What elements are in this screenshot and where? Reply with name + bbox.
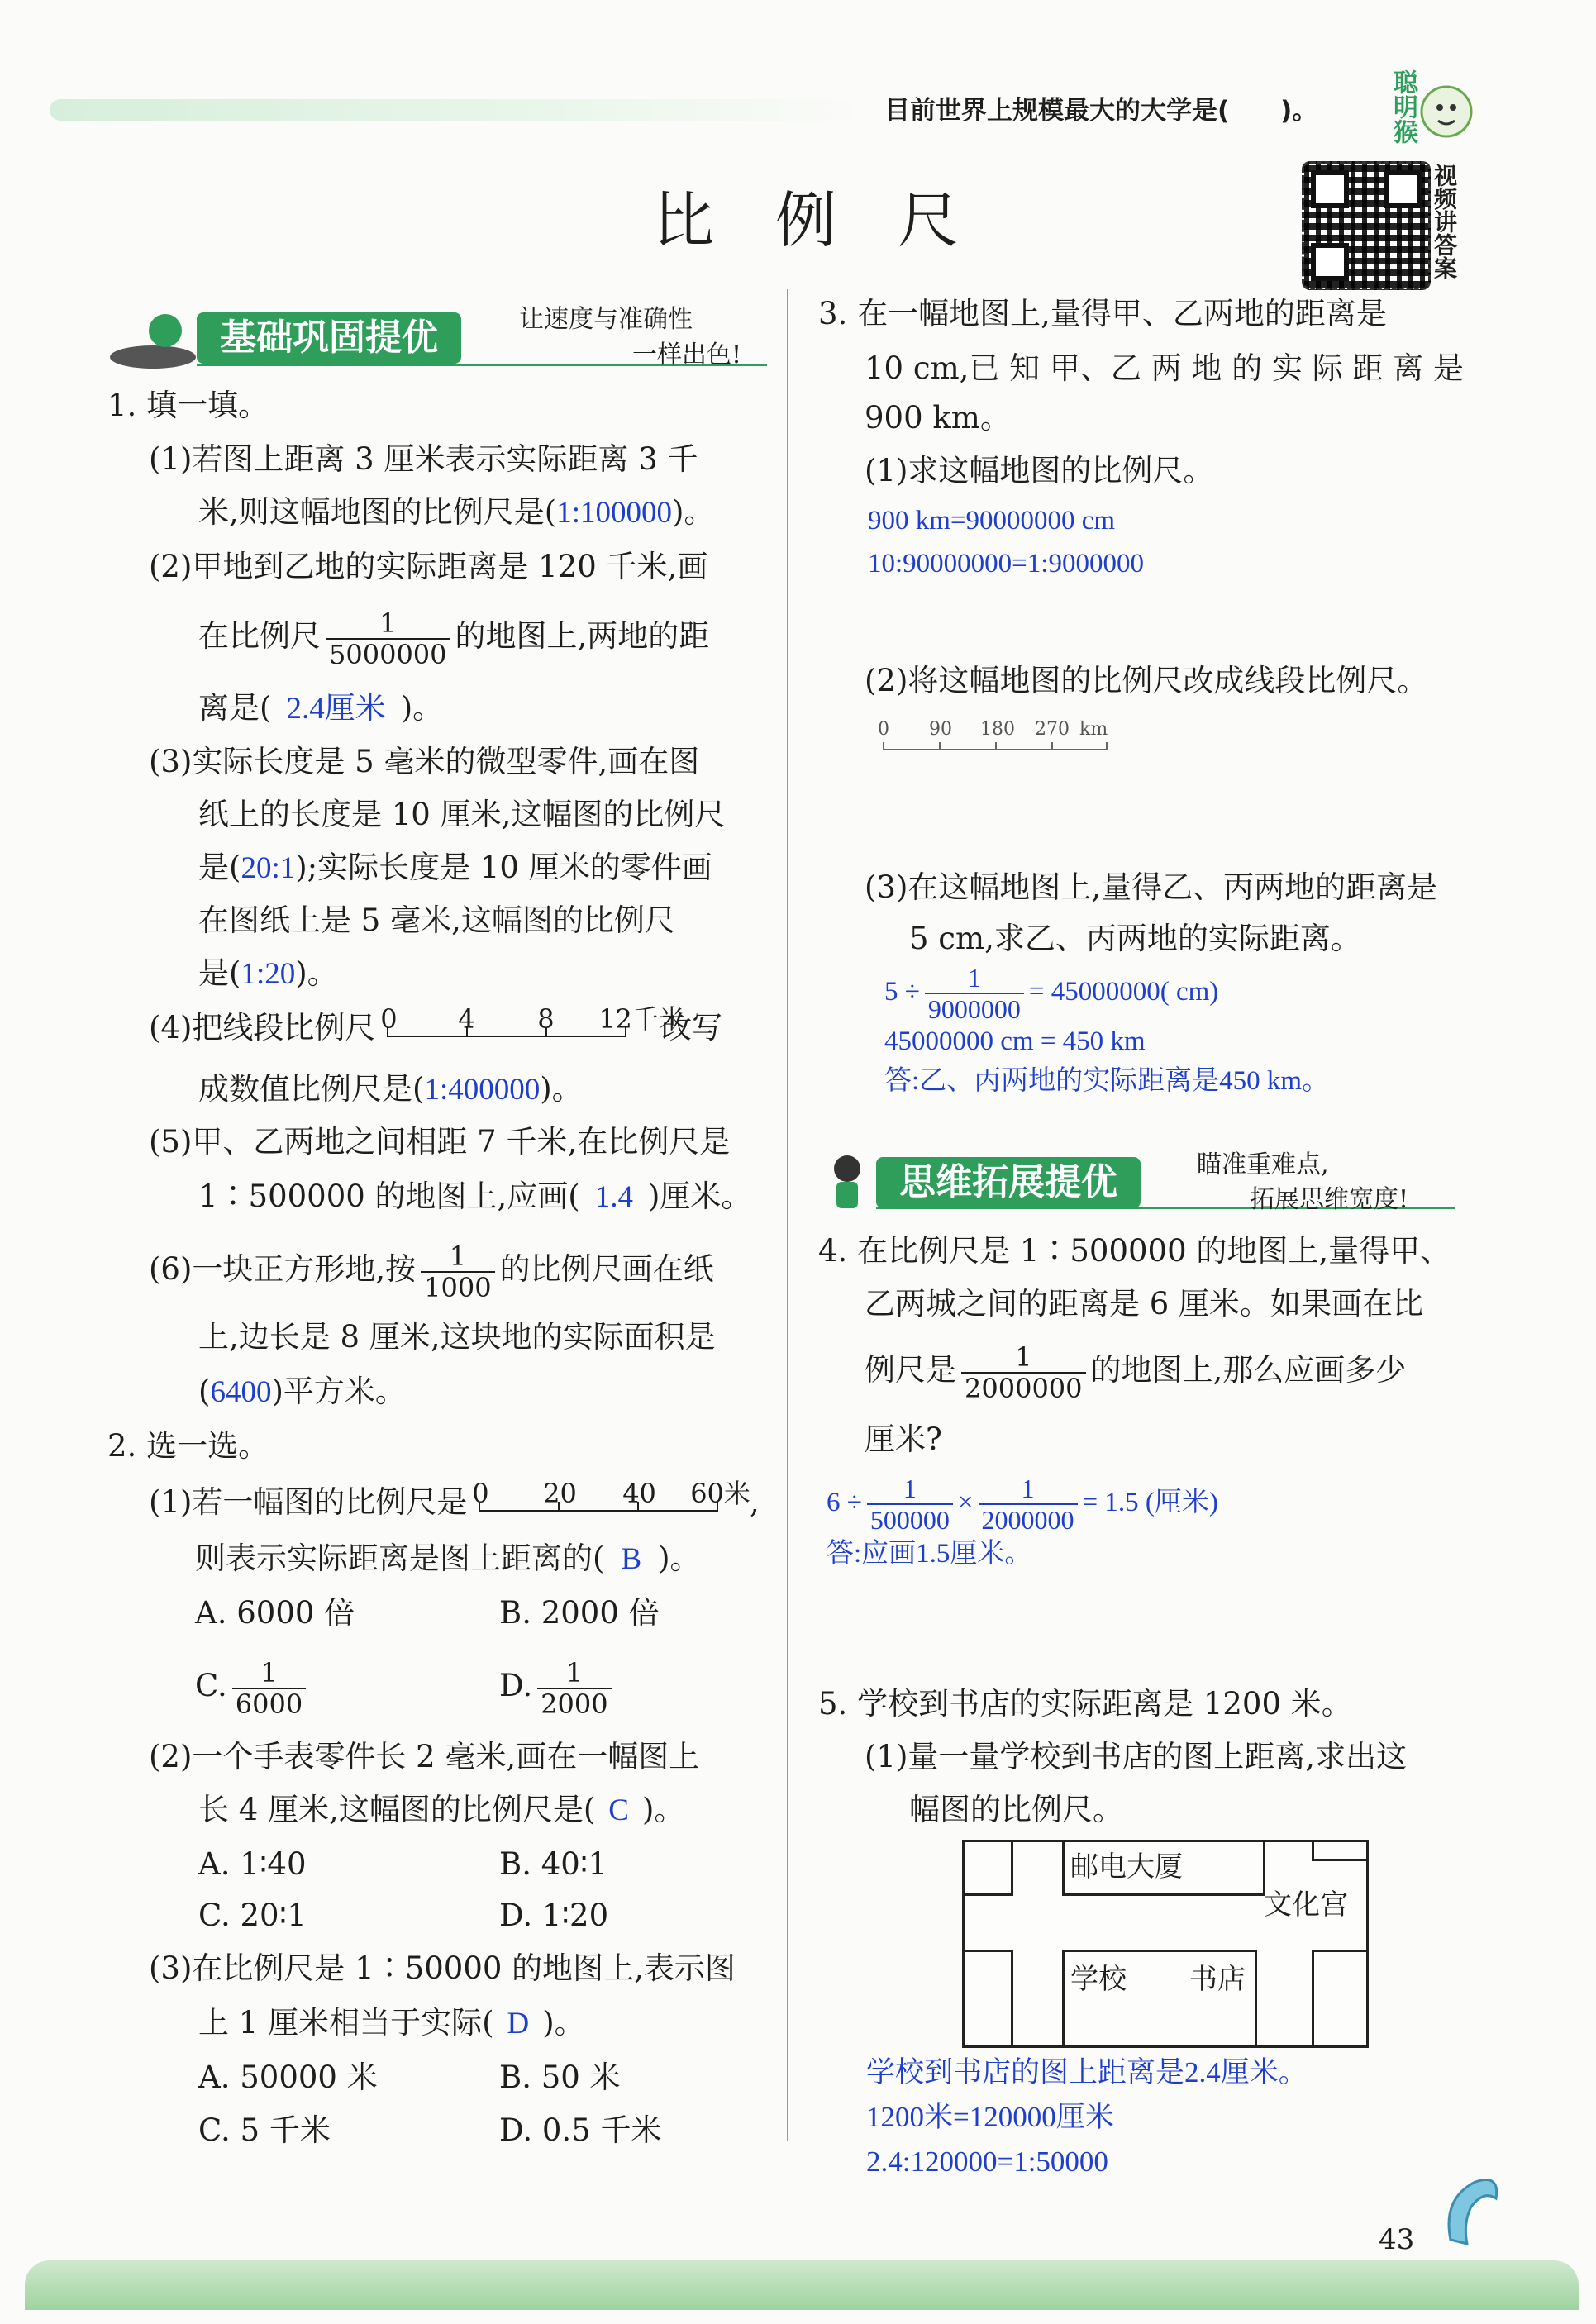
q1-p2-answer: 2.4厘米 [286,692,386,726]
q1-p3-answer1: 20:1 [241,851,296,885]
q1-p3-line4: 在图纸上是 5 毫米,这幅图的比例尺 [198,902,675,938]
q2-p1-optionB: B. 2000 倍 [499,1595,660,1631]
page-title: 比 例 尺 [653,185,959,256]
q1-p5-answer: 1.4 [594,1180,633,1214]
qr-code[interactable] [1302,161,1431,290]
q4-line3: 例尺是 $\frac{1}{2000000}$ 的地图上,那么应画多少 [865,1341,1407,1404]
qr-label: 视频讲答案 [1431,164,1458,279]
map-label-post-building: 邮电大厦 [1070,1850,1183,1883]
section2-title: 思维拓展提优 [876,1157,1141,1208]
section2-slogan2: 拓展思维宽度! [1250,1185,1409,1214]
q3-s3-answer2: 45000000 cm = 450 km [884,1026,1146,1056]
column-divider [787,289,788,2141]
q3-s1-answer1: 900 km=90000000 cm [868,506,1116,536]
section1-slogan1: 让速度与准确性 [519,305,693,334]
q3-line-scale-answer: 0 90 180 270 km [876,719,1124,760]
q1-p4-line-scale: 0 4 8 12千米 [385,1012,633,1049]
q4-line1: 4. 在比例尺是 1∶500000 的地图上,量得甲、 [818,1233,1451,1269]
q2-p1-optionC: C. $\frac{1}{6000}$ [195,1653,311,1719]
q2-p1-line-scale: 0 20 40 60米 [477,1487,725,1523]
map-label-school: 学校 [1070,1963,1127,1996]
q2-p2-optionB: B. 40∶1 [499,1846,607,1882]
q2-p3-line1: (3)在比例尺是 1∶50000 的地图上,表示图 [149,1950,736,1986]
q5-answer1: 学校到书店的图上距离是2.4厘米。 [866,2056,1308,2088]
q1-p4-answer: 1:400000 [424,1073,541,1107]
q5-line1: 5. 学校到书店的实际距离是 1200 米。 [818,1686,1352,1722]
page-number: 43 [1379,2223,1415,2256]
q3-s3-line1: (3)在这幅地图上,量得乙、丙两地的距离是 [865,869,1438,905]
footer-band [25,2260,1579,2310]
q1-p6-answer: 6400 [210,1375,272,1409]
section2-mascot-icon [818,1150,876,1217]
q4-answer1: 6 ÷ $\frac{1}{500000}$ × $\frac{1}{2000000}$ = 1.5 (厘米) [827,1474,1218,1536]
q1-p2-line2: 在比例尺 $\frac{1}{5000000}$ 的地图上,两地的距 [198,607,710,670]
q4-line4: 厘米? [865,1422,942,1457]
map-label-bookstore: 书店 [1189,1963,1246,1996]
q1-title: 1. 填一填。 [107,388,269,423]
q3-s1: (1)求这幅地图的比例尺。 [865,453,1214,488]
q2-p1-line2: 则表示实际距离是图上距离的( B )。 [195,1541,701,1576]
q1-p1-line2: 米,则这幅地图的比例尺是(1:100000)。 [198,494,715,530]
q2-p3-answer: D [507,2007,530,2041]
q4-fraction: $\frac{1}{2000000}$ [961,1342,1086,1403]
q1-p4-line2: 成数值比例尺是(1:400000)。 [198,1071,583,1107]
header-band [50,99,860,121]
dolphin-icon [1434,2165,1508,2256]
q2-p2-optionD: D. 1∶20 [499,1898,609,1933]
q1-p2-fraction: $\frac{1}{5000000}$ [326,608,450,669]
q3-line1: 3. 在一幅地图上,量得甲、乙两地的距离是 [818,296,1387,331]
q2-p3-line2: 上 1 厘米相当于实际( D )。 [198,2005,585,2041]
q3-line2: 10 cm,已 知 甲、乙 两 地 的 实 际 距 离 是 [865,350,1465,386]
q1-p6-line2: 上,边长是 8 厘米,这块地的实际面积是 [198,1319,716,1355]
q1-p3-line2: 纸上的长度是 10 厘米,这幅图的比例尺 [198,797,726,832]
q2-p3-optionB: B. 50 米 [499,2060,621,2095]
q2-p3-optionD: D. 0.5 千米 [499,2112,662,2148]
q1-p3-line5: 是(1:20)。 [198,955,338,991]
q1-p5-line1: (5)甲、乙两地之间相距 7 千米,在比例尺是 [149,1124,731,1160]
q1-p2-line3: 离是( 2.4厘米 )。 [198,690,444,726]
map-label-culture-palace: 文化宫 [1264,1888,1348,1922]
q1-p6-line1: (6)一块正方形地,按 $\frac{1}{1000}$ 的比例尺画在纸 [149,1240,714,1303]
q2-p2-answer: C [608,1793,629,1827]
q2-p1-line1: (1)若一幅图的比例尺是 0 20 40 60米 , [149,1484,760,1523]
q2-p1-answer: B [621,1542,642,1576]
q5-s1-line1: (1)量一量学校到书店的图上距离,求出这 [865,1739,1408,1774]
q4-line2: 乙两城之间的距离是 6 厘米。如果画在比 [865,1286,1424,1322]
section2-slogan1: 瞄准重难点, [1197,1150,1329,1179]
q2-p1-optionD: D. $\frac{1}{2000}$ [499,1653,617,1719]
q2-title: 2. 选一选。 [107,1428,269,1464]
section1-slogan2: 一样出色! [632,341,742,369]
q1-p1-answer: 1:100000 [556,496,672,530]
q4-answer2: 答:应画1.5厘米。 [827,1539,1032,1569]
q5-answer3: 2.4:120000=1:50000 [866,2145,1108,2178]
q3-s3-answer3: 答:乙、丙两地的实际距离是450 km。 [884,1066,1330,1096]
q2-p1-optionA: A. 6000 倍 [195,1595,355,1631]
q3-line3: 900 km。 [865,400,1011,436]
q1-p3-line1: (3)实际长度是 5 毫米的微型零件,画在图 [149,744,700,779]
q1-p3-line3: 是(20:1);实际长度是 10 厘米的零件画 [198,850,712,885]
q1-p3-answer2: 1:20 [241,957,296,991]
section1-title: 基础巩固提优 [197,312,461,364]
q2-p2-line2: 长 4 厘米,这幅图的比例尺是( C )。 [198,1792,685,1827]
section1-mascot-icon [107,307,198,374]
q3-s1-answer2: 10:90000000=1:9000000 [868,549,1144,579]
q1-p6-line3: (6400)平方米。 [198,1374,406,1409]
q2-p2-optionC: C. 20∶1 [198,1898,307,1933]
q1-p2-line1: (2)甲地到乙地的实际距离是 120 千米,画 [149,549,708,584]
q2-p3-optionA: A. 50000 米 [198,2060,378,2095]
q5-map [962,1840,1369,2048]
q2-p3-optionC: C. 5 千米 [198,2112,331,2148]
q1-p6-fraction: $\frac{1}{1000}$ [421,1241,494,1302]
q5-s1-line2: 幅图的比例尺。 [909,1792,1123,1827]
q2-p2-optionA: A. 1∶40 [198,1846,307,1882]
mascot-label: 聪明猴 [1389,69,1417,144]
q3-s3-answer1: 5 ÷ $\frac{1}{9000000}$ = 45000000( cm) [884,963,1219,1025]
q5-answer2: 1200米=120000厘米 [866,2101,1114,2133]
q2-p2-line1: (2)一个手表零件长 2 毫米,画在一幅图上 [149,1739,700,1774]
q3-s2: (2)将这幅地图的比例尺改成线段比例尺。 [865,663,1428,698]
q3-s3-line2: 5 cm,求乙、丙两地的实际距离。 [909,921,1361,956]
q1-p5-line2: 1∶500000 的地图上,应画( 1.4 )厘米。 [198,1179,752,1214]
q1-p1-line1: (1)若图上距离 3 厘米表示实际距离 3 千 [149,441,698,477]
q1-p4-line1: (4)把线段比例尺 0 4 8 12千米 改写 [149,1010,722,1049]
header-question: 目前世界上规模最大的大学是( )。 [884,96,1318,126]
